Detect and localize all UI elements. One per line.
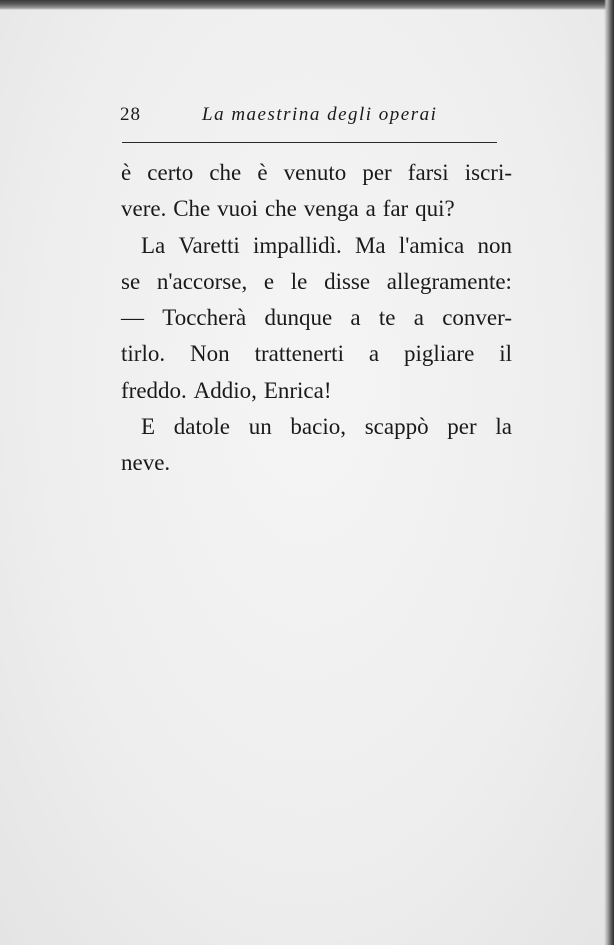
word: far: [382, 196, 409, 222]
word: freddo.: [121, 377, 187, 403]
word: che: [209, 160, 242, 185]
word: un: [248, 414, 272, 440]
word: a: [368, 341, 380, 367]
word: farsi: [407, 160, 449, 185]
running-head: [120, 104, 500, 130]
word: che: [264, 196, 297, 222]
word: Che: [173, 196, 211, 222]
word: pigliare: [404, 341, 475, 367]
word: qui?: [415, 196, 455, 222]
word: La: [141, 232, 166, 258]
text-line: [121, 191, 512, 227]
word: iscri-: [464, 160, 512, 185]
text-line: [121, 155, 512, 191]
word: impallidì.: [252, 232, 342, 258]
word: il: [499, 341, 512, 367]
word: Non: [190, 341, 230, 367]
word: datole: [173, 414, 230, 440]
word: —: [121, 305, 144, 331]
word: tirlo.: [121, 341, 166, 367]
word: vuoi: [217, 196, 259, 222]
word: e: [263, 268, 275, 294]
text-line: [121, 336, 512, 372]
word: E: [141, 414, 156, 440]
word: è: [121, 160, 132, 185]
text-line: [121, 409, 512, 445]
word: a: [413, 305, 424, 331]
word: Addio,: [193, 377, 257, 403]
word: bacio,: [290, 414, 346, 440]
word: allegramente:: [386, 268, 512, 294]
word: Toccherà: [162, 305, 247, 331]
body-text: [121, 155, 512, 482]
word: la: [495, 414, 512, 440]
word: se: [121, 268, 141, 294]
word: le: [290, 268, 308, 294]
word: scappò: [364, 414, 429, 440]
word: te: [378, 305, 396, 331]
word: per: [447, 414, 477, 440]
text-line: [121, 445, 512, 481]
word: n'accorse,: [156, 268, 248, 294]
running-title: La maestrina degli operai: [202, 104, 438, 125]
word: per: [362, 160, 392, 185]
word: è: [257, 160, 268, 185]
word: Enrica!: [263, 377, 332, 403]
word: disse: [324, 268, 371, 294]
text-line: [121, 300, 512, 336]
word: a: [365, 196, 376, 222]
text-line: [121, 228, 512, 264]
word: venga: [303, 196, 359, 222]
text-line: [121, 264, 512, 300]
word: a: [350, 305, 361, 331]
word: dunque: [264, 305, 333, 331]
scan-right-edge: [604, 0, 614, 945]
word: Ma: [354, 232, 386, 258]
word: non: [477, 232, 512, 258]
word: l'amica: [398, 232, 465, 258]
page-number: 28: [120, 104, 141, 125]
word: certo: [147, 160, 194, 185]
header-rule: [122, 142, 497, 143]
word: trattenerti: [254, 341, 344, 367]
word: Varetti: [178, 232, 240, 258]
word: conver-: [442, 305, 512, 331]
scan-top-edge: [0, 0, 614, 10]
word: vere.: [121, 196, 167, 222]
word: venuto: [283, 160, 347, 185]
word: neve.: [121, 450, 171, 476]
text-line: [121, 373, 512, 409]
